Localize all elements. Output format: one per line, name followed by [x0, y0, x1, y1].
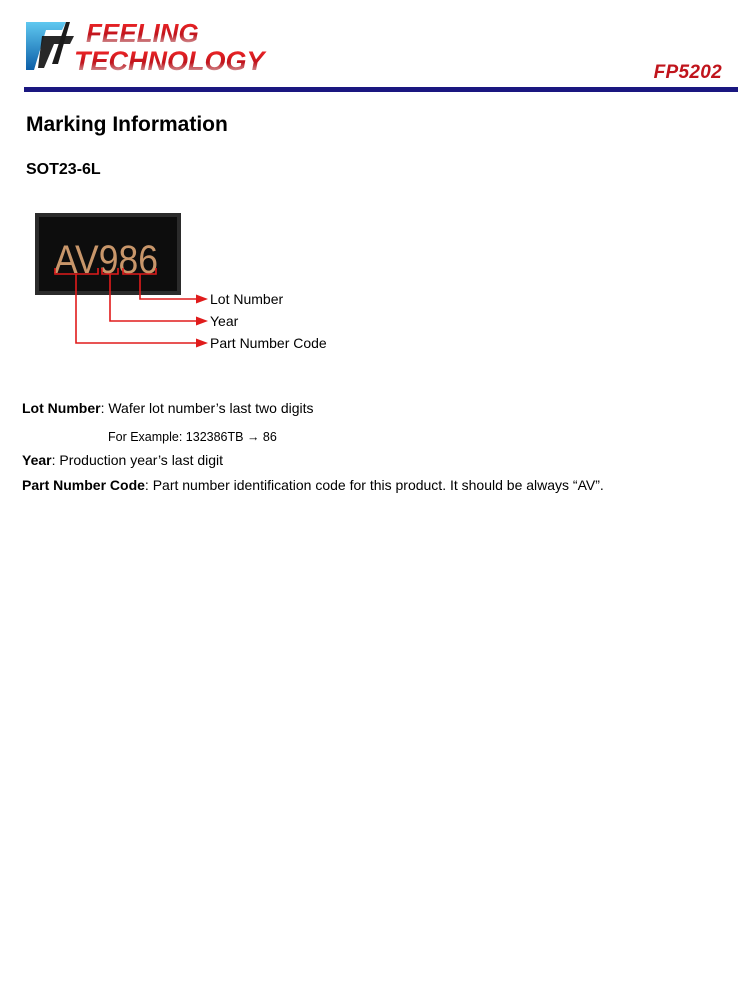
arrow-heads: [196, 295, 208, 348]
term-year: Year: [22, 452, 52, 468]
definition-part-number-code: [22, 476, 604, 494]
part-number: FP5202: [653, 62, 722, 83]
section-title: Marking Information: [26, 113, 228, 136]
arrow-part-code-icon: [196, 339, 208, 348]
header-rule: [24, 87, 738, 92]
callout-part-number-code: Part Number Code: [210, 335, 327, 351]
package-title: SOT23-6L: [26, 161, 101, 178]
marking-diagram: [30, 208, 370, 358]
arrow-year-icon: [196, 317, 208, 326]
desc-lot-number: : Wafer lot number’s last two digits: [100, 400, 314, 416]
term-lot-number: Lot Number: [22, 400, 101, 416]
feeling-technology-logo: [22, 14, 272, 80]
definition-lot-number: [22, 399, 314, 417]
chip-marking-text: AV986: [54, 238, 158, 282]
term-part-number-code: Part Number Code: [22, 477, 145, 493]
logo-line-1: FEELING: [86, 18, 199, 48]
logo-f-mark-icon: [26, 22, 74, 70]
logo-line-2: TECHNOLOGY: [74, 46, 265, 76]
arrow-lot-icon: [196, 295, 208, 304]
callout-year: Year: [210, 313, 239, 329]
desc-year: : Production year’s last digit: [51, 452, 224, 468]
callout-lot-number: Lot Number: [210, 291, 284, 307]
desc-part-number-code: : Part number identification code for this product. It should be always “AV”.: [144, 477, 604, 493]
definition-year: [22, 451, 223, 469]
lot-number-example: For Example: 132386TB → 86: [108, 430, 277, 444]
